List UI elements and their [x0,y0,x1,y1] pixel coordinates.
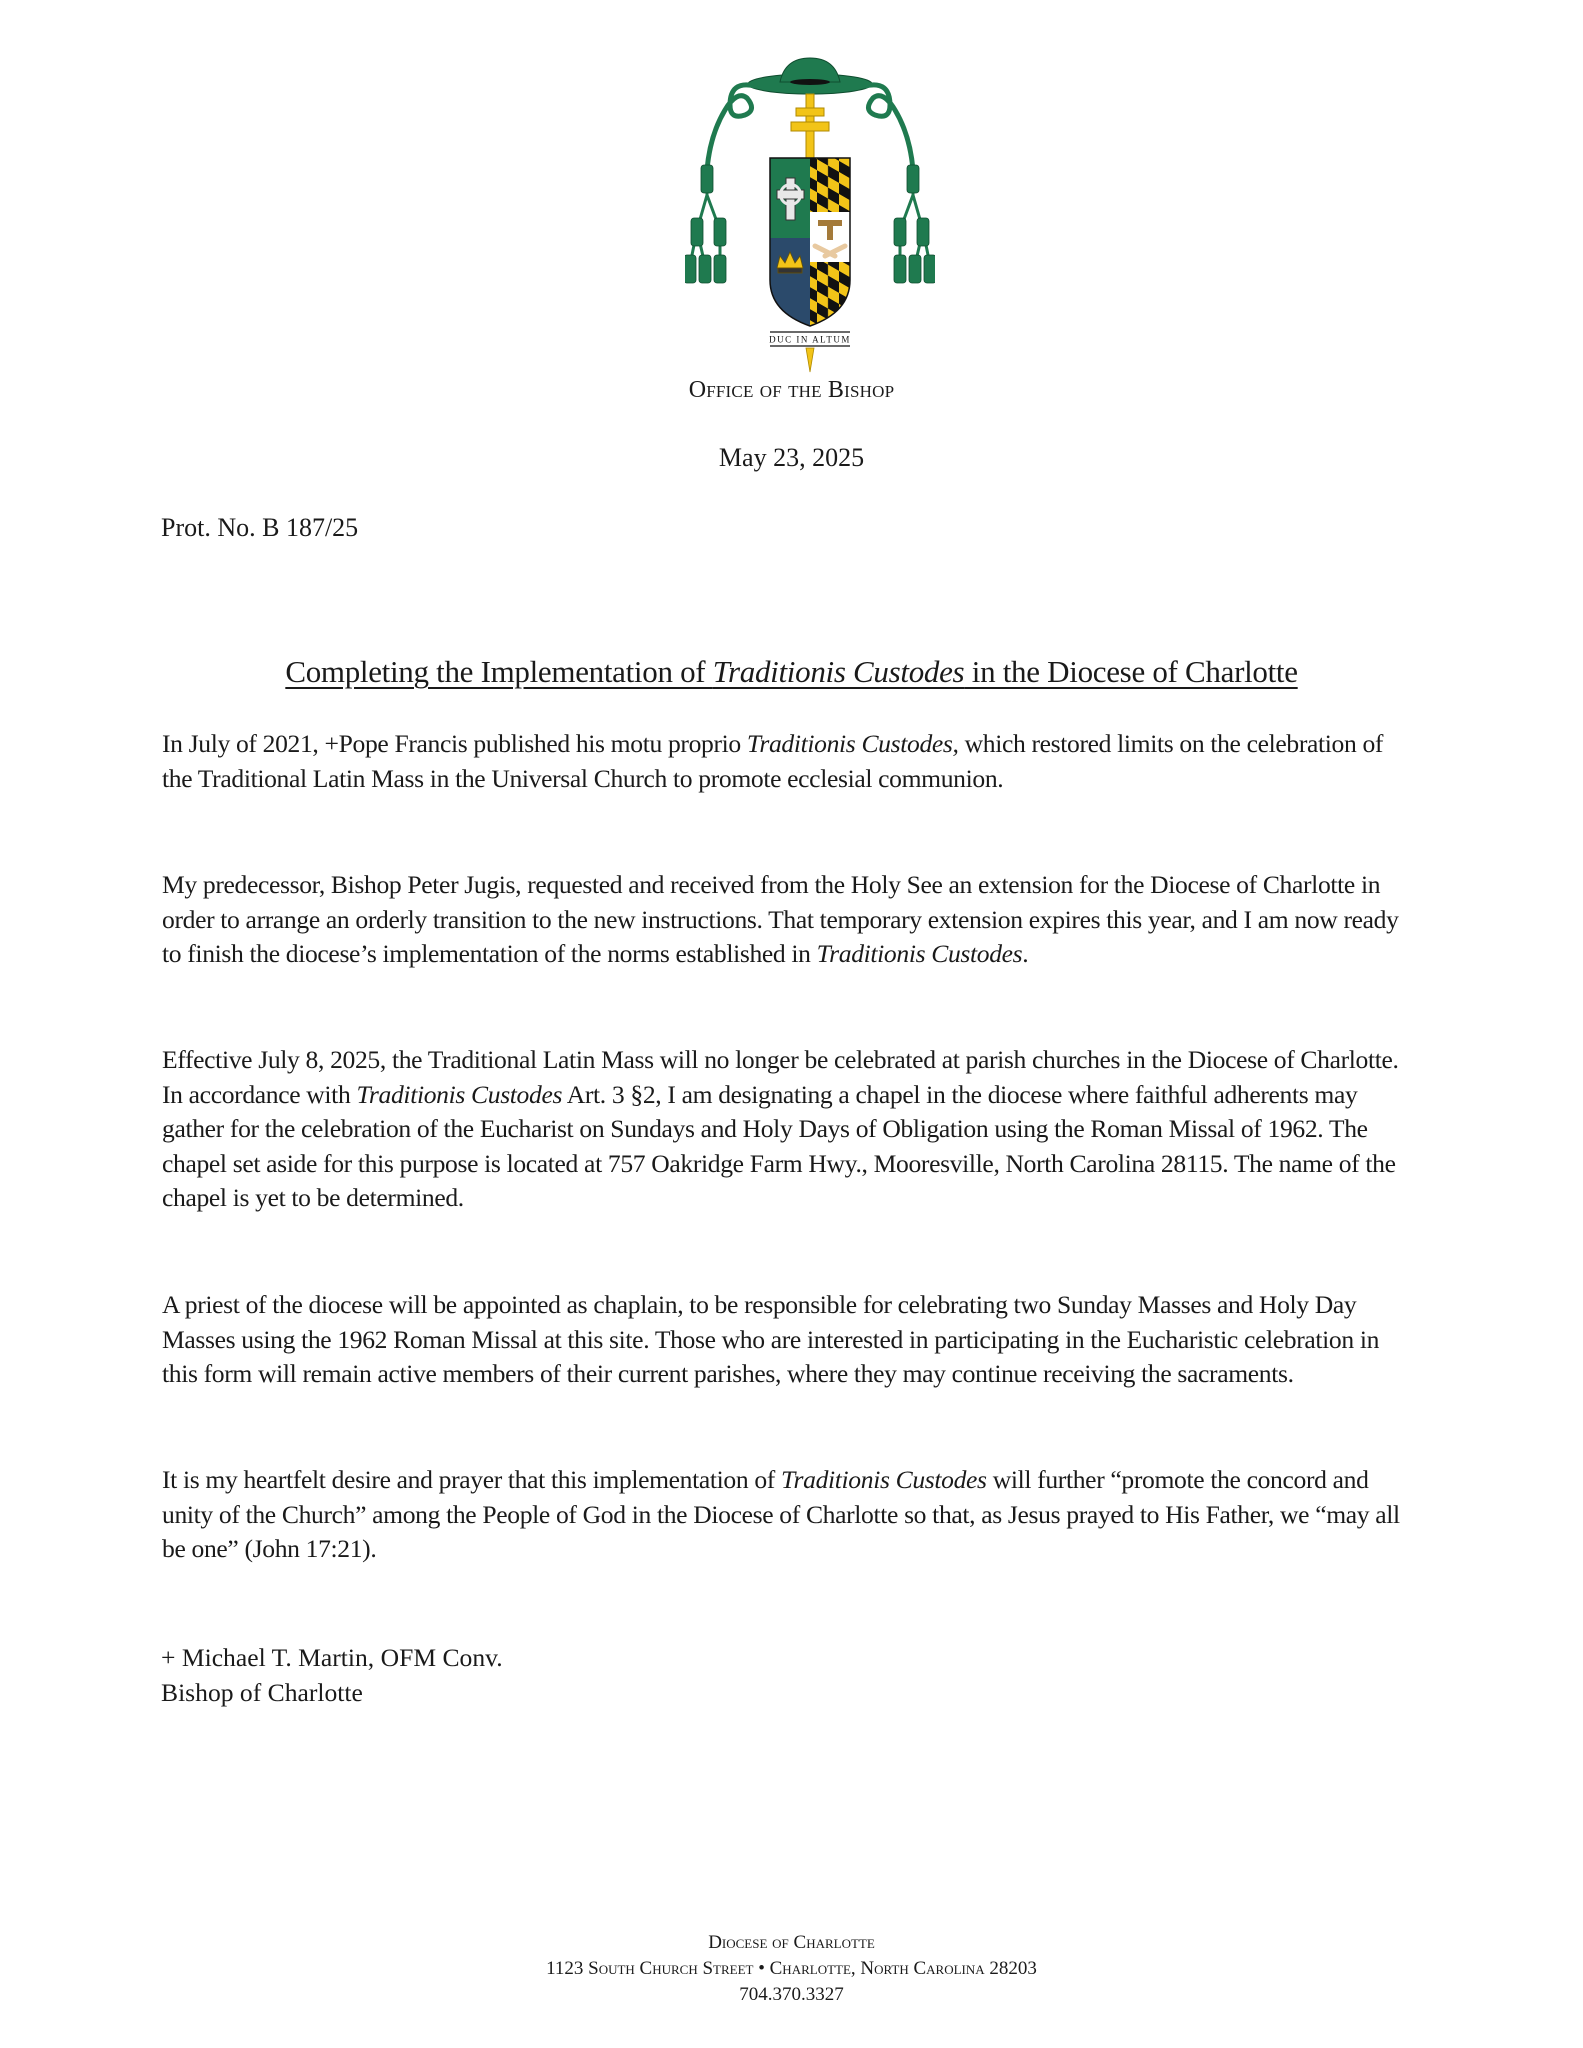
footer-organization: Diocese of Charlotte [708,1932,875,1953]
footer-phone: 704.370.3327 [739,1984,844,2005]
title-document-name: Traditionis Custodes [712,654,965,689]
paragraph-text: Art. 3 §2, I am designating a chapel in the diocese where faithful adherents may gather for the celebration of the Eucharist on Sundays and Holy Days of Obligation using the Roman Missal of 1962. The chapel set aside for this purpose is located at 757 Oakridge Farm Hwy., Mooresville, North Carolina 28115. The name of the chapel is yet to be determined. [162,1079,1396,1212]
paragraph-text: A priest of the diocese will be appointed as chaplain, to be responsible for celebrating two Sunday Masses and Holy Day Masses using the 1962 Roman Missal at this site. Those who are interested in participating in the Eucharistic celebration in this form will remain active members of their current parishes, where they may continue receiving the sacraments. [162,1290,1380,1388]
document-name: Traditionis Custodes [816,939,1023,968]
paragraph-4 [162,1288,1402,1392]
document-name: Traditionis Custodes, [746,729,959,758]
letter-title [0,654,1583,690]
protocol-number: Prot. No. B 187/25 [161,513,359,542]
svg-text:DUC IN ALTUM: DUC IN ALTUM [769,334,851,345]
paragraph-text: . [1022,939,1029,968]
paragraph-5 [162,1463,1402,1567]
paragraph-3 [162,1043,1402,1216]
paragraph-text: will further “promote the concord and unity of the Church” among the People of God in the Diocese of Charlotte so that, as Jesus prayed to His Father, we “may all be one” (John 17:21). [162,1465,1400,1563]
document-name: Traditionis Custodes [356,1079,563,1109]
paragraph-text: which restored limits on the celebration of the Traditional Latin Mass in the Universal Church to promote ecclesial communion. [162,729,1384,793]
paragraph-text: It is my heartfelt desire and prayer that this implementation of [162,1465,782,1494]
letterhead-footer [0,1930,1583,2008]
paragraph-text: My predecessor, Bishop Peter Jugis, requested and received from the Holy See an extension for the Diocese of Charlotte in order to arrange an orderly transition to the new instructions. That temporary extension expires this year, and I am now ready to finish the diocese’s implementation of the norms established in [162,870,1399,968]
document-name: Traditionis Custodes [781,1465,987,1494]
office-of-the-bishop-heading: Office of the Bishop [688,377,895,403]
episcopal-coat-of-arms [685,50,935,380]
paragraph-text: Effective July 8, 2025, the Traditional Latin Mass will no longer be celebrated at parish churches in the Diocese of Charlotte. In accordance with [162,1045,1399,1109]
signatory-name: + Michael T. Martin, OFM Conv. [161,1643,503,1672]
paragraph-1 [162,727,1402,796]
title-text-before: Completing the Implementation of [285,654,713,689]
footer-address: 1123 South Church Street • Charlotte, North Carolina 28203 [546,1958,1037,1979]
title-text-after: in the Diocese of Charlotte [964,654,1298,689]
paragraph-text: In July of 2021, +Pope Francis published his motu proprio [162,729,747,758]
coat-of-arms-icon [685,50,935,380]
signature-block [161,1640,503,1710]
signatory-title: Bishop of Charlotte [161,1678,363,1707]
letter-date: May 23, 2025 [718,443,865,472]
paragraph-2 [162,868,1402,972]
